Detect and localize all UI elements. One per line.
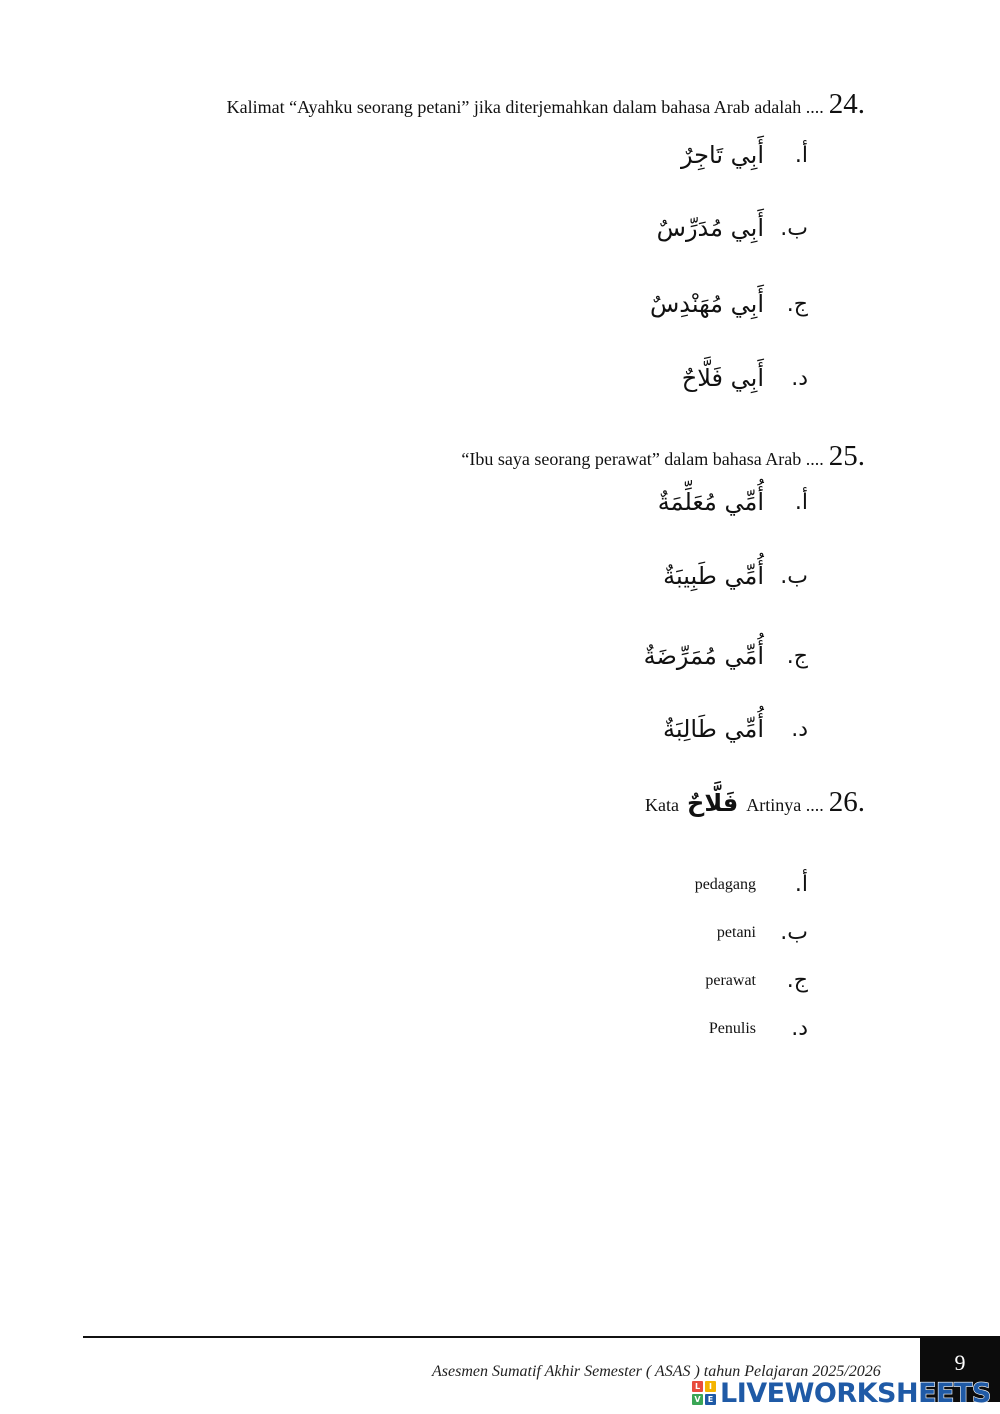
option-text: أَبِي فَلَّاحٌ	[681, 364, 764, 392]
logo-cell: I	[705, 1381, 716, 1392]
option-text: petani	[716, 923, 756, 941]
option-text: أُمِّي مُمَرِّضَةٌ	[643, 642, 764, 670]
logo-cell: V	[692, 1394, 703, 1405]
liveworksheets-logo	[692, 1378, 991, 1408]
page-number: 9	[954, 1350, 966, 1375]
option-text: Penulis	[708, 1019, 756, 1037]
question-26	[645, 786, 865, 819]
option-label: ب.	[780, 920, 808, 945]
option-b[interactable]	[657, 214, 808, 242]
option-a[interactable]	[681, 141, 808, 169]
logo-cell: E	[705, 1394, 716, 1405]
option-label: د.	[791, 1016, 808, 1041]
option-label: أ.	[794, 872, 808, 897]
footer-text: Asesmen Sumatif Akhir Semester ( ASAS ) tahun Pelajaran 2025/2026	[432, 1363, 881, 1380]
option-label: ب.	[780, 215, 808, 241]
option-d[interactable]	[709, 1016, 808, 1041]
option-label: د.	[791, 365, 808, 391]
option-a[interactable]	[658, 488, 808, 516]
option-label: ج.	[786, 291, 808, 317]
logo-cell: L	[692, 1381, 703, 1392]
option-text: أُمِّي طَبِيبَةٌ	[663, 562, 764, 590]
question-text-before: Kata	[645, 795, 680, 815]
option-a[interactable]	[695, 872, 808, 897]
option-text: أَبِي مُهَنْدِسٌ	[649, 290, 764, 318]
option-text: أَبِي تَاجِرٌ	[680, 141, 764, 169]
option-c[interactable]	[650, 290, 808, 318]
question-text: “Ibu saya seorang perawat” dalam bahasa Arab ....	[461, 449, 824, 469]
logo-wordmark: LIVEWORKSHEETS	[720, 1377, 991, 1409]
option-b[interactable]	[717, 920, 808, 945]
option-label: أ.	[794, 489, 808, 515]
option-label: د.	[791, 716, 808, 742]
option-text: perawat	[705, 971, 756, 989]
option-text: أُمِّي طَالِبَةٌ	[663, 715, 764, 743]
option-label: ب.	[780, 563, 808, 589]
question-24	[227, 88, 865, 121]
option-c[interactable]	[705, 968, 808, 993]
question-number: 24.	[828, 88, 865, 120]
option-d[interactable]	[682, 364, 808, 392]
question-number: 26.	[828, 786, 865, 818]
question-text-after: Artinya ....	[746, 795, 824, 815]
logo-grid-icon	[692, 1381, 716, 1405]
option-text: أُمِّي مُعَلِّمَةٌ	[657, 488, 764, 516]
question-25	[461, 440, 865, 473]
option-b[interactable]	[663, 562, 808, 590]
option-label: ج.	[786, 643, 808, 669]
option-text: pedagang	[694, 875, 756, 893]
option-text: أَبِي مُدَرِّسٌ	[656, 214, 764, 242]
footer-divider	[83, 1336, 920, 1338]
option-c[interactable]	[644, 642, 808, 670]
question-number: 25.	[828, 440, 865, 472]
option-label: ج.	[786, 968, 808, 993]
option-label: أ.	[794, 142, 808, 168]
option-d[interactable]	[663, 715, 808, 743]
question-text: Kalimat “Ayahku seorang petani” jika diterjemahkan dalam bahasa Arab adalah ....	[226, 97, 824, 117]
arabic-word: فَلَّاحٌ	[687, 789, 739, 817]
